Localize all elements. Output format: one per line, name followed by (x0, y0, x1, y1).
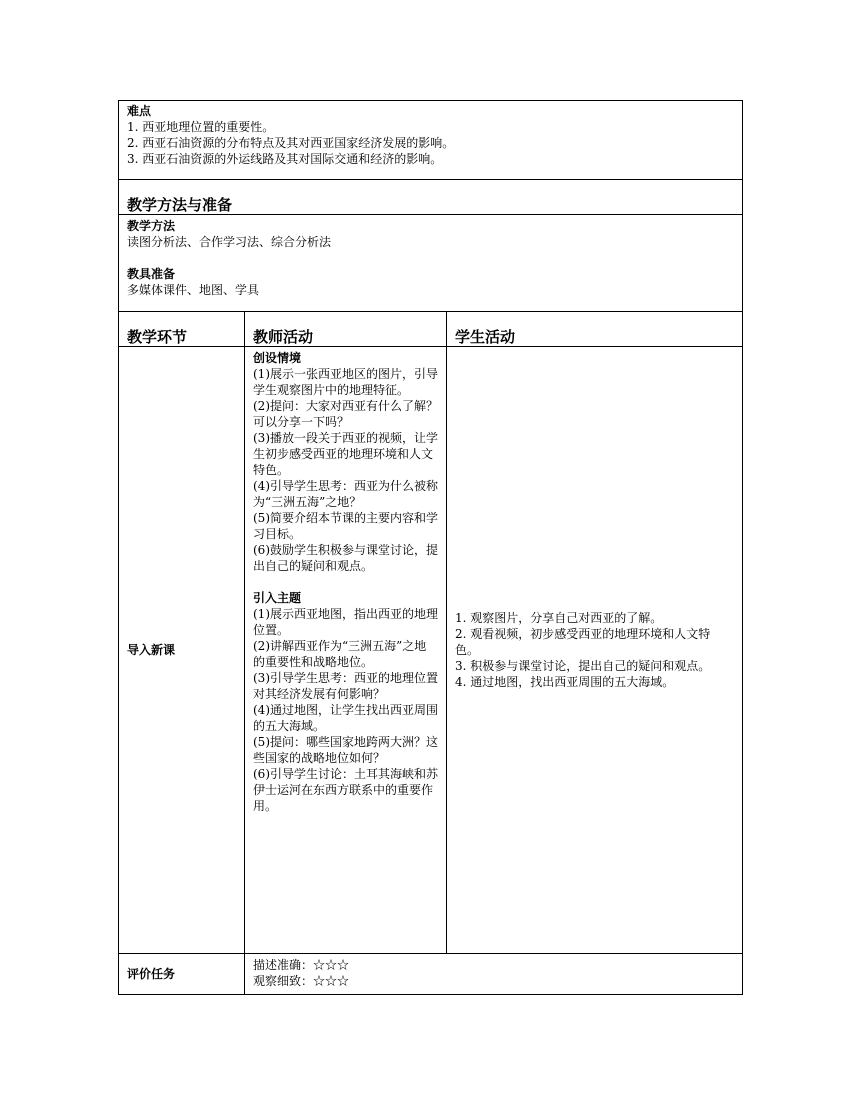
header-student: 学生活动 (455, 328, 516, 346)
tools-text: 多媒体课件、地图、学具 (127, 283, 260, 297)
student-item-1: 1. 观察图片，分享自己对西亚的了解。 (455, 611, 663, 625)
method-heading: 教学方法 (127, 219, 176, 233)
teacher-part1-item-2: (2)提问：大家对西亚有什么了解？可以分享一下吗？ (253, 399, 438, 429)
lesson-plan-table (118, 100, 743, 995)
method-text: 读图分析法、合作学习法、综合分析法 (127, 235, 332, 249)
difficulty-item-1: 1. 西亚地理位置的重要性。 (127, 120, 275, 134)
table-header-row (119, 312, 743, 347)
evaluation-row (119, 954, 743, 995)
difficulty-item-3: 3. 西亚石油资源的外运线路及其对国际交通和经济的影响。 (127, 152, 443, 166)
teacher-part2-item-2: (2)讲解西亚作为“三洲五海”之地的重要性和战略地位。 (253, 639, 427, 669)
header-stage: 教学环节 (127, 328, 188, 346)
student-item-4: 4. 通过地图，找出西亚周围的五大海域。 (455, 675, 675, 689)
teacher-part1-item-4: (4)引导学生思考：西亚为什么被称为“三洲五海”之地？ (253, 479, 438, 509)
teacher-part2-item-1: (1)展示西亚地图，指出西亚的地理位置。 (253, 607, 438, 637)
difficulty-heading: 难点 (127, 104, 152, 118)
lesson-plan-page (118, 100, 742, 995)
teacher-part1-item-5: (5)简要介绍本节课的主要内容和学习目标。 (253, 511, 438, 541)
stage-row (119, 347, 743, 954)
evaluation-item-1: 描述准确：☆☆☆ (253, 958, 350, 972)
teacher-part2-item-4: (4)通过地图，让学生找出西亚周围的五大海域。 (253, 703, 438, 733)
evaluation-item-2: 观察细致：☆☆☆ (253, 974, 350, 988)
difficulty-row (119, 101, 743, 180)
methods-section-title: 教学方法与准备 (127, 196, 233, 214)
student-item-2: 2. 观看视频，初步感受西亚的地理环境和人文特色。 (455, 627, 711, 657)
difficulty-item-2: 2. 西亚石油资源的分布特点及其对西亚国家经济发展的影响。 (127, 136, 455, 150)
methods-row (119, 215, 743, 312)
teacher-part2-item-5: (5)提问：哪些国家地跨两大洲？这些国家的战略地位如何？ (253, 735, 438, 765)
teacher-part1-item-3: (3)播放一段关于西亚的视频，让学生初步感受西亚的地理环境和人文特色。 (253, 431, 438, 477)
teacher-part2-heading: 引入主题 (253, 591, 302, 605)
stage-name: 导入新课 (127, 643, 176, 657)
tools-heading: 教具准备 (127, 267, 176, 281)
teacher-part1-heading: 创设情境 (253, 351, 302, 365)
teacher-part2-item-3: (3)引导学生思考：西亚的地理位置对其经济发展有何影响？ (253, 671, 438, 701)
header-teacher: 教师活动 (253, 328, 314, 346)
teacher-part1-item-1: (1)展示一张西亚地区的图片，引导学生观察图片中的地理特征。 (253, 367, 438, 397)
student-item-3: 3. 积极参与课堂讨论，提出自己的疑问和观点。 (455, 659, 711, 673)
evaluation-label: 评价任务 (127, 967, 176, 981)
teacher-part1-item-6: (6)鼓励学生积极参与课堂讨论，提出自己的疑问和观点。 (253, 543, 438, 573)
methods-section-title-row (119, 180, 743, 215)
teacher-part2-item-6: (6)引导学生讨论：土耳其海峡和苏伊士运河在东西方联系中的重要作用。 (253, 767, 438, 813)
